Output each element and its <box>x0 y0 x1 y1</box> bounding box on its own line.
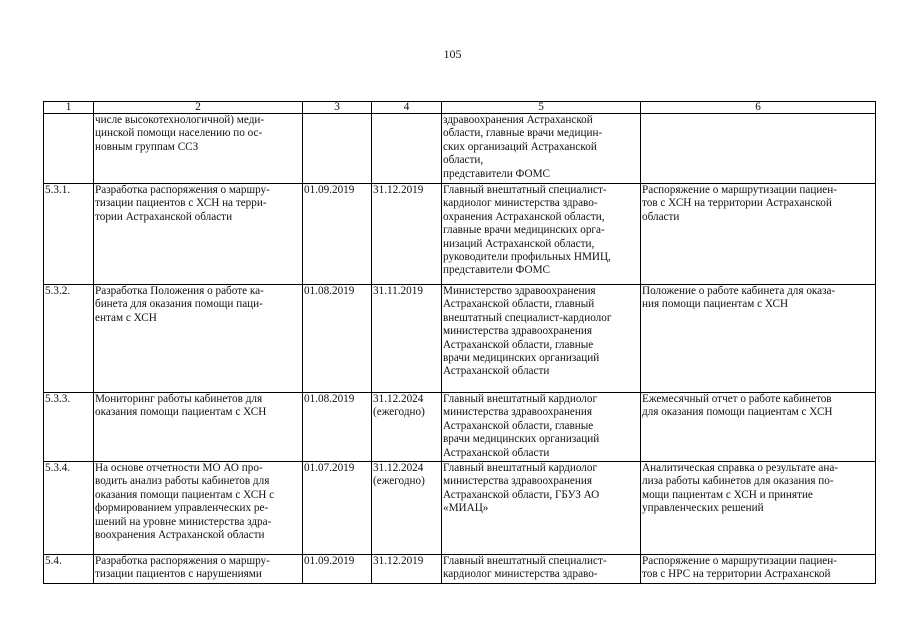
row-number <box>44 114 94 184</box>
result-line: Ежемесячный отчет о работе кабинетов <box>642 393 832 405</box>
activities-table <box>43 101 876 584</box>
responsible-line: главные врачи медицинских орга- <box>443 224 605 237</box>
task-line: бинета для оказания помощи паци- <box>95 298 263 311</box>
task-line: числе высокотехнологичной) меди- <box>95 114 265 126</box>
page-number: 105 <box>443 47 462 61</box>
task-cell <box>94 393 303 462</box>
task-line: Разработка распоряжения о маршру- <box>95 184 270 196</box>
responsible-line: области, <box>443 154 484 167</box>
start-date-cell: 01.09.2019 <box>303 555 372 584</box>
result-line: тов с ХСН на территории Астраханской <box>642 197 832 210</box>
end-date-cell: 31.11.2019 <box>372 285 442 393</box>
row-number: 5.3.1. <box>44 184 94 285</box>
result-cell <box>641 184 876 285</box>
responsible-line: Главный внештатный специалист- <box>443 184 607 196</box>
start-date-cell: 01.07.2019 <box>303 462 372 555</box>
responsible-line: Астраханской области, главные <box>443 338 594 351</box>
task-line: ентам с ХСН <box>95 311 157 324</box>
responsible-line: области, главные врачи медицин- <box>443 127 603 140</box>
header-col-1: 1 <box>44 102 94 114</box>
header-col-5: 5 <box>442 102 641 114</box>
result-line: Аналитическая справка о результате ана- <box>642 462 839 474</box>
responsible-line: врачи медицинских организаций <box>443 352 600 365</box>
task-line: Разработка Положения о работе ка- <box>95 285 264 297</box>
result-cell <box>641 285 876 393</box>
responsible-line: Астраханской области, главные <box>443 419 594 432</box>
result-cell <box>641 462 876 555</box>
task-line: воохранения Астраханской области <box>95 529 265 542</box>
result-line: Распоряжение о маршрутизации пациен- <box>642 184 837 196</box>
responsible-line: представители ФОМС <box>443 167 551 180</box>
task-line: цинской помощи населению по ос- <box>95 127 263 140</box>
end-date-cell <box>372 114 442 184</box>
responsible-line: Главный внештатный кардиолог <box>443 462 598 474</box>
responsible-cell <box>442 393 641 462</box>
responsible-line: кардиолог министерства здраво- <box>443 197 598 210</box>
responsible-line: Главный внештатный кардиолог <box>443 393 598 405</box>
responsible-line: кардиолог министерства здраво- <box>443 568 598 581</box>
row-number: 5.3.2. <box>44 285 94 393</box>
result-line: управленческих решений <box>642 502 764 515</box>
responsible-cell <box>442 285 641 393</box>
result-cell <box>641 114 876 184</box>
task-line: формированием управленческих ре- <box>95 502 269 515</box>
row-number: 5.3.4. <box>44 462 94 555</box>
result-line: ния помощи пациентам с ХСН <box>642 298 789 311</box>
task-line: шений на уровне министерства здра- <box>95 515 272 528</box>
responsible-line: врачи медицинских организаций <box>443 433 600 446</box>
task-line: новным группам ССЗ <box>95 140 199 153</box>
table-row <box>44 184 876 285</box>
responsible-line: низаций Астраханской области, <box>443 237 595 250</box>
header-col-4: 4 <box>372 102 442 114</box>
responsible-line: «МИАЦ» <box>443 502 489 515</box>
start-date-cell: 01.09.2019 <box>303 184 372 285</box>
responsible-cell <box>442 555 641 584</box>
header-col-3: 3 <box>303 102 372 114</box>
row-number: 5.4. <box>44 555 94 584</box>
table-row <box>44 393 876 462</box>
responsible-line: Министерство здравоохранения <box>443 285 596 297</box>
end-date-cell: 31.12.2019 <box>372 184 442 285</box>
table-row <box>44 114 876 184</box>
start-date-cell <box>303 114 372 184</box>
task-line: Разработка распоряжения о маршру- <box>95 555 270 567</box>
task-line: На основе отчетности МО АО про- <box>95 462 263 474</box>
task-line: тизации пациентов с нарушениями <box>95 568 262 581</box>
task-cell <box>94 555 303 584</box>
task-cell <box>94 114 303 184</box>
end-date-line: 31.12.2024 <box>373 393 424 405</box>
responsible-line: охранения Астраханской области, <box>443 210 605 223</box>
task-line: тизации пациентов с ХСН на терри- <box>95 197 267 210</box>
responsible-line: ских организаций Астраханской <box>443 140 597 153</box>
table-row <box>44 462 876 555</box>
task-line: Мониторинг работы кабинетов для <box>95 393 263 405</box>
result-line: Положение о работе кабинета для оказа- <box>642 285 836 297</box>
row-number: 5.3.3. <box>44 393 94 462</box>
result-line: области <box>642 210 680 223</box>
responsible-line: министерства здравоохранения <box>443 406 593 419</box>
start-date-cell: 01.08.2019 <box>303 393 372 462</box>
task-line: оказания помощи пациентам с ХСН с <box>95 488 275 501</box>
task-cell <box>94 285 303 393</box>
end-date-line: (ежегодно) <box>373 406 425 419</box>
responsible-line: руководители профильных НМИЦ, <box>443 251 611 264</box>
start-date-cell: 01.08.2019 <box>303 285 372 393</box>
responsible-cell <box>442 462 641 555</box>
responsible-line: Астраханской области, главный <box>443 298 595 311</box>
end-date-cell <box>372 462 442 555</box>
result-cell <box>641 555 876 584</box>
result-line: лиза работы кабинетов для оказания по- <box>642 475 834 488</box>
table-row <box>44 285 876 393</box>
responsible-line: представители ФОМС <box>443 264 551 277</box>
task-line: оказания помощи пациентам с ХСН <box>95 406 267 419</box>
responsible-line: здравоохранения Астраханской <box>443 114 593 126</box>
task-line: тории Астраханской области <box>95 210 233 223</box>
end-date-line: (ежегодно) <box>373 475 425 488</box>
responsible-line: Астраханской области, ГБУЗ АО <box>443 488 600 501</box>
responsible-line: Главный внештатный специалист- <box>443 555 607 567</box>
result-line: мощи пациентам с ХСН и принятие <box>642 488 813 501</box>
result-line: Распоряжение о маршрутизации пациен- <box>642 555 837 567</box>
end-date-line: 31.12.2024 <box>373 462 424 474</box>
responsible-cell <box>442 184 641 285</box>
end-date-cell <box>372 393 442 462</box>
header-col-6: 6 <box>641 102 876 114</box>
result-cell <box>641 393 876 462</box>
task-cell <box>94 462 303 555</box>
responsible-line: министерства здравоохранения <box>443 475 593 488</box>
end-date-cell: 31.12.2019 <box>372 555 442 584</box>
responsible-line: Астраханской области <box>443 365 550 378</box>
responsible-cell <box>442 114 641 184</box>
task-line: водить анализ работы кабинетов для <box>95 475 270 488</box>
responsible-line: Астраханской области <box>443 446 550 459</box>
table-row <box>44 555 876 584</box>
responsible-line: внештатный специалист-кардиолог <box>443 311 612 324</box>
result-line: тов с НРС на территории Астраханской <box>642 568 831 581</box>
result-line: для оказания помощи пациентам с ХСН <box>642 406 833 419</box>
table-header-row <box>44 102 876 114</box>
header-col-2: 2 <box>94 102 303 114</box>
task-cell <box>94 184 303 285</box>
responsible-line: министерства здравоохранения <box>443 325 593 338</box>
